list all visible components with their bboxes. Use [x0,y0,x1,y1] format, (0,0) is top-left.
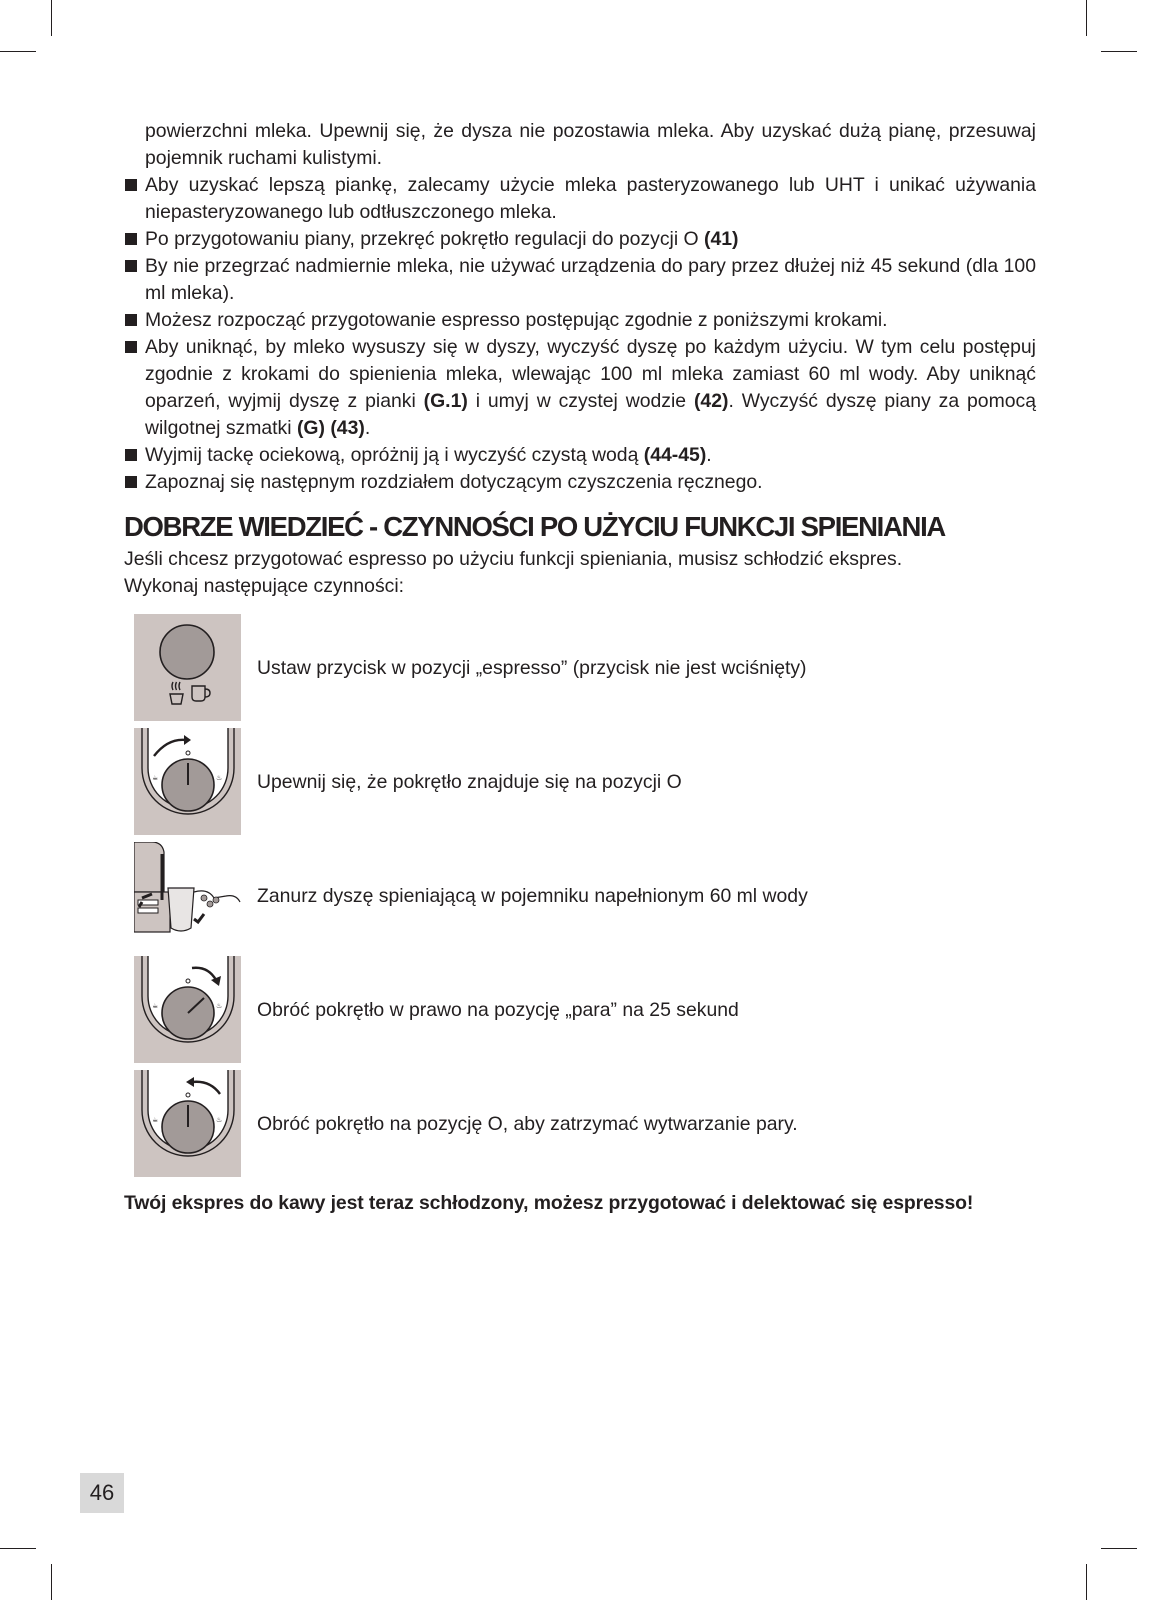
step-item [124,614,1036,721]
step-text: Ustaw przycisk w pozycji „espresso” (przycisk nie jest wciśnięty) [257,657,807,679]
bullet-square-icon [125,476,137,488]
bullet-square-icon [125,314,137,326]
intro-line: Jeśli chcesz przygotować espresso po użyciu funkcji spieniania, musisz schłodzić ekspres. [124,548,903,570]
bullet-item: Aby uniknąć, by mleko wysuszy się w dyszy, wyczyść dyszę po każdym użyciu. W tym celu postępuj zgodnie z krokami do spienienia mleka, wlewając 100 ml mleka zamiast 60 ml wody. Aby uniknąć oparzeń, wyjmij dyszę z pianki (G.1) i umyj w czystej wodzie (42). Wyczyść dyszę piany za pomocą wilgotnej szmatki (G) (43). [124,334,1036,442]
svg-text:☕: ☕ [152,1002,159,1010]
knob-steam-illustration [134,956,241,1063]
crop-mark [0,51,36,52]
crop-mark [1101,1548,1137,1549]
svg-text:☕: ☕ [152,1116,159,1124]
svg-text:♨: ♨ [216,1116,223,1124]
bullet-list [124,172,1036,496]
bullet-square-icon [125,341,137,353]
figure-reference: (44-45) [643,444,707,466]
bullet-item: By nie przegrzać nadmiernie mleka, nie używać urządzenia do pary przez dłużej niż 45 sekund (dla 100 ml mleka). [124,253,1036,307]
step-text: Zanurz dyszę spieniającą w pojemniku napełnionym 60 ml wody [257,885,808,907]
bullet-square-icon [125,449,137,461]
page-number: 46 [80,1473,124,1513]
step-item [124,842,1036,949]
knob-off-illustration [134,728,241,835]
closing-note: Twój ekspres do kawy jest teraz schłodzony, możesz przygotować i delektować się espresso! [124,1192,974,1214]
bullet-square-icon [125,260,137,272]
svg-text:♨: ♨ [216,774,223,782]
step-item [124,728,1036,835]
step-text: Upewnij się, że pokrętło znajduje się na pozycji O [257,771,682,793]
pitcher-nozzle-illustration [134,842,241,949]
section-intro [124,546,1036,600]
step-text: Obróć pokrętło w prawo na pozycję „para” na 25 sekund [257,999,739,1021]
knob-return-illustration [134,1070,241,1177]
continuation-paragraph: powierzchni mleka. Upewnij się, że dysza nie pozostawia mleka. Aby uzyskać dużą pianę, przesuwaj pojemnik ruchami kulistymi. [145,120,1036,169]
page-content [124,118,1036,1217]
bullet-item: Wyjmij tackę ociekową, opróżnij ją i wyczyść czystą wodą (44-45). [124,442,1036,469]
bullet-square-icon [125,233,137,245]
bullet-square-icon [125,179,137,191]
figure-reference: (42) [693,390,729,412]
figure-reference: (G) (43) [296,417,365,439]
step-item [124,1070,1036,1177]
bullet-item: Zapoznaj się następnym rozdziałem dotyczącym czyszczenia ręcznego. [124,469,1036,496]
bullet-item: Możesz rozpocząć przygotowanie espresso postępując zgodnie z poniższymi krokami. [124,307,1036,334]
svg-text:♨: ♨ [216,1002,223,1010]
bullet-item: Po przygotowaniu piany, przekręć pokrętło regulacji do pozycji O (41) [124,226,1036,253]
step-item [124,956,1036,1063]
svg-text:☕: ☕ [152,774,159,782]
section-heading: DOBRZE WIEDZIEĆ - CZYNNOŚCI PO UŻYCIU FUNKCJI SPIENIANIA [124,511,945,542]
crop-mark [1086,1564,1087,1600]
crop-mark [51,1564,52,1600]
crop-mark [0,1548,36,1549]
figure-reference: (G.1) [423,390,468,412]
espresso-button-illustration [134,614,241,721]
intro-line: Wykonaj następujące czynności: [124,575,405,597]
figure-reference: (41) [704,228,739,250]
crop-mark [1086,0,1087,36]
crop-mark [1101,51,1137,52]
step-text: Obróć pokrętło na pozycję O, aby zatrzymać wytwarzanie pary. [257,1113,798,1135]
bullet-item: Aby uzyskać lepszą piankę, zalecamy użycie mleka pasteryzowanego lub UHT i unikać używania niepasteryzowanego lub odtłuszczonego mleka. [124,172,1036,226]
steps-list [124,614,1036,1177]
crop-mark [51,0,52,36]
